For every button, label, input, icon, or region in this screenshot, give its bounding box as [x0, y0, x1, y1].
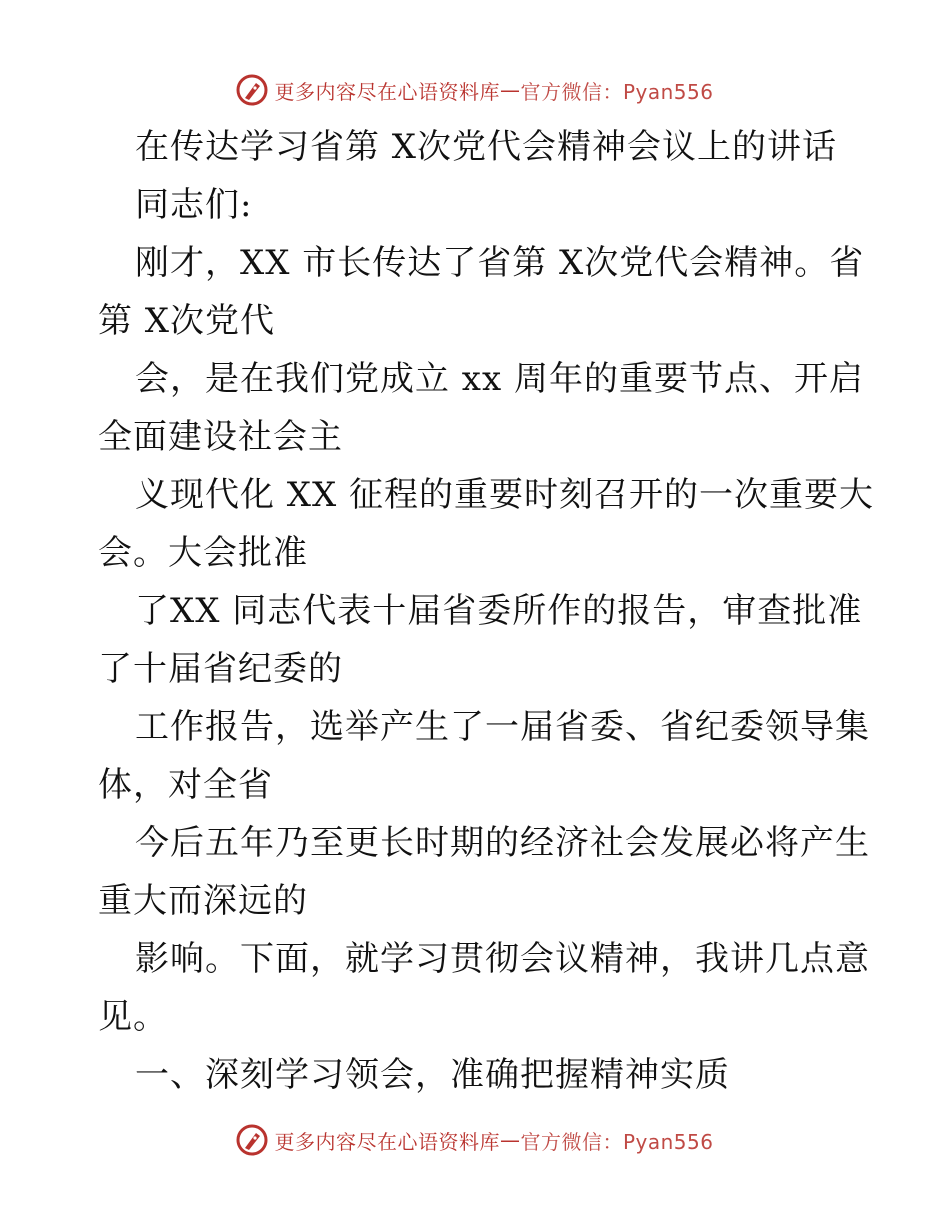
banner-text: 更多内容尽在心语资料库 [274, 79, 500, 104]
document-body [98, 118, 875, 1104]
banner-text: 更多内容尽在心语资料库 [274, 1129, 500, 1154]
paragraph-line: 全面建设社会主 [98, 417, 343, 457]
paragraph-line: 见。 [98, 997, 168, 1037]
paragraph-line: 了XX 同志代表十届省委所作的报告，审查批准 [135, 591, 863, 631]
banner-wechat: 官方微信：Pyan556 [520, 79, 714, 104]
banner-dash: — [499, 78, 521, 102]
document-title: 在传达学习省第 X次党代会精神会议上的讲话 [135, 127, 838, 167]
paragraph-line: 会，是在我们党成立 xx 周年的重要节点、开启 [135, 359, 864, 399]
paragraph-line: 影响。下面，就学习贯彻会议精神，我讲几点意 [135, 939, 870, 979]
paragraph-line: 工作报告，选举产生了一届省委、省纪委领导集 [135, 707, 870, 747]
paragraph-line: 体，对全省 [98, 765, 273, 805]
header-banner [0, 70, 950, 110]
paragraph-line: 了十届省纪委的 [98, 649, 343, 689]
paragraph-line: 重大而深远的 [98, 881, 308, 921]
paragraph-line: 第 X次党代 [98, 301, 276, 341]
fountain-pen-logo-icon [236, 1124, 268, 1156]
section-heading: 一、深刻学习领会，准确把握精神实质 [135, 1055, 730, 1095]
paragraph-line: 会。大会批准 [98, 533, 308, 573]
paragraph-line: 刚才，XX 市长传达了省第 X次党代会精神。省 [135, 243, 865, 283]
paragraph-line: 同志们: [135, 185, 253, 225]
paragraph-line: 义现代化 XX 征程的重要时刻召开的一次重要大 [135, 475, 875, 515]
banner-dash: — [499, 1128, 521, 1152]
paragraph-line: 今后五年乃至更长时期的经济社会发展必将产生 [135, 823, 870, 863]
footer-banner [0, 1120, 950, 1160]
banner-wechat: 官方微信：Pyan556 [520, 1129, 714, 1154]
fountain-pen-logo-icon [236, 74, 268, 106]
